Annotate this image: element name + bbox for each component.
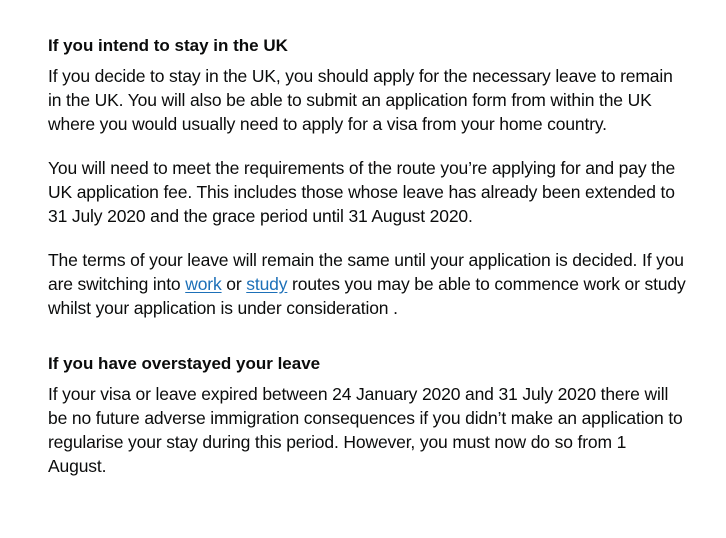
- paragraph-requirements: You will need to meet the requirements of the route you’re applying for and pay the UK application fee. This includes those whose leave has already been extended to 31 July 2020 and the grace period until 31 August 2020.: [48, 158, 676, 226]
- paragraph-terms: [48, 248, 688, 320]
- heading-stay-in-uk: If you intend to stay in the UK: [48, 36, 288, 55]
- study-link[interactable]: study: [246, 274, 288, 294]
- terms-text-end: routes you may be able to commence work or study whilst your application is under consideration .: [48, 274, 686, 318]
- paragraph-overstayed: If your visa or leave expired between 24 January 2020 and 31 July 2020 there will be no future adverse immigration consequences if you didn’t make an application to regularise your stay during this period. However, you must now do so from 1 August.: [48, 384, 683, 476]
- terms-text-or: or: [221, 274, 247, 294]
- terms-text-start: The terms of your leave will remain the same until your application is decided. If you are switching into: [48, 250, 684, 294]
- heading-overstayed-leave: If you have overstayed your leave: [48, 354, 321, 373]
- page-content: [48, 34, 688, 478]
- paragraph-apply-leave: If you decide to stay in the UK, you should apply for the necessary leave to remain in the UK. You will also be able to submit an application form from within the UK where you would usually need to apply for a visa from your home country.: [48, 66, 673, 134]
- work-link[interactable]: work: [185, 274, 222, 294]
